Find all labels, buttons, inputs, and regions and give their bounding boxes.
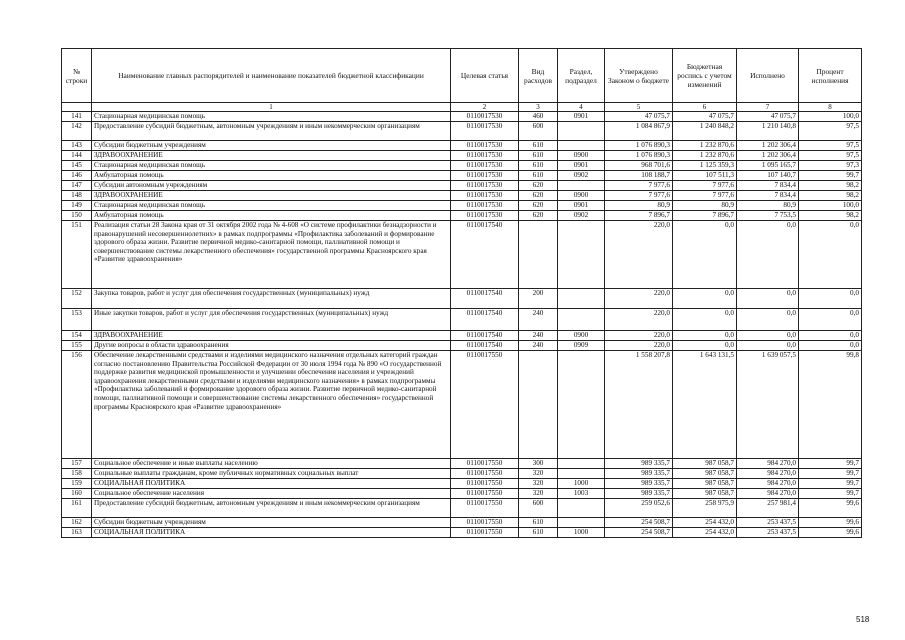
table-row — [62, 221, 862, 289]
row-executed: 7 753,5 — [737, 211, 799, 221]
row-revised: 7 896,7 — [673, 211, 737, 221]
row-number: 158 — [62, 469, 92, 479]
row-name: Предоставление субсидий бюджетным, автономным учреждениям и иным некоммерческим организациям — [92, 122, 451, 141]
row-executed: 1 095 165,7 — [737, 161, 799, 171]
row-revised: 1 232 870,6 — [673, 141, 737, 151]
row-name: Стационарная медицинская помощь — [92, 161, 451, 171]
table-row — [62, 489, 862, 499]
row-approved: 220,0 — [605, 331, 673, 341]
table-row — [62, 499, 862, 518]
row-number: 144 — [62, 151, 92, 161]
table-row — [62, 112, 862, 122]
row-approved: 220,0 — [605, 309, 673, 331]
row-target: 0110017540 — [451, 341, 519, 351]
row-percent: 99,6 — [799, 528, 862, 538]
table-row — [62, 122, 862, 141]
table-row — [62, 151, 862, 161]
row-revised: 254 432,0 — [673, 528, 737, 538]
row-approved: 7 896,7 — [605, 211, 673, 221]
header-percent: Процент исполнения — [799, 49, 862, 103]
row-name: СОЦИАЛЬНАЯ ПОЛИТИКА — [92, 528, 451, 538]
row-percent: 98,2 — [799, 191, 862, 201]
row-kind: 610 — [519, 141, 558, 151]
row-target: 0110017550 — [451, 528, 519, 538]
row-number: 153 — [62, 309, 92, 331]
row-section — [558, 309, 605, 331]
row-target: 0110017530 — [451, 161, 519, 171]
row-approved: 989 335,7 — [605, 459, 673, 469]
row-name: Социальное обеспечение и иные выплаты населению — [92, 459, 451, 469]
row-name: Обеспечение лекарственными средствами и изделиями медицинского назначения отдельных категорий граждан согласно постановлению Правительства Российской Федерации от 30 июля 1994 года № 890 «О государственной поддержке развития медицинской промышленности и улучшении обеспечения населения и учреждений здравоохранения лекарственными средствами и изделиями медицинского назначения» в рамках подпрограммы «Профилактика заболеваний и формирование здорового образа жизни. Развитие первичной медико-санитарной помощи, паллиативной помощи и совершенствование системы лекарственного обеспечения» государственной программы Красноярского края «Развитие здравоохранения» — [92, 351, 451, 459]
row-name: Закупка товаров, работ и услуг для обеспечения государственных (муниципальных) нужд — [92, 289, 451, 309]
row-executed: 984 270,0 — [737, 459, 799, 469]
row-percent: 0,0 — [799, 221, 862, 289]
row-name: Другие вопросы в области здравоохранения — [92, 341, 451, 351]
row-percent: 0,0 — [799, 309, 862, 331]
row-kind: 600 — [519, 499, 558, 518]
row-kind: 610 — [519, 171, 558, 181]
row-revised: 254 432,0 — [673, 518, 737, 528]
row-target: 0110017530 — [451, 122, 519, 141]
header-revised: Бюджетная роспись с учетом изменений — [673, 49, 737, 103]
row-kind: 600 — [519, 122, 558, 141]
row-section: 0901 — [558, 201, 605, 211]
row-target: 0110017550 — [451, 469, 519, 479]
table-row — [62, 161, 862, 171]
row-percent: 98,2 — [799, 211, 862, 221]
row-approved: 968 701,6 — [605, 161, 673, 171]
row-name: Предоставление субсидий бюджетным, автономным учреждениям и иным некоммерческим организациям — [92, 499, 451, 518]
row-number: 150 — [62, 211, 92, 221]
row-percent: 99,8 — [799, 351, 862, 459]
row-executed: 0,0 — [737, 289, 799, 309]
row-revised: 0,0 — [673, 309, 737, 331]
row-revised: 107 511,3 — [673, 171, 737, 181]
row-section: 0900 — [558, 331, 605, 341]
header-target: Целевая статья — [451, 49, 519, 103]
row-target: 0110017530 — [451, 112, 519, 122]
row-approved: 1 076 890,3 — [605, 151, 673, 161]
row-revised: 1 232 870,6 — [673, 151, 737, 161]
row-name: Стационарная медицинская помощь — [92, 112, 451, 122]
row-name: Социальные выплаты гражданам, кроме публичных нормативных социальных выплат — [92, 469, 451, 479]
header-name: Наименование главных распорядителей и наименование показателей бюджетной классификации — [92, 49, 451, 103]
row-name: Субсидии бюджетным учреждениям — [92, 141, 451, 151]
row-section — [558, 518, 605, 528]
row-approved: 47 075,7 — [605, 112, 673, 122]
row-kind: 460 — [519, 112, 558, 122]
row-number: 156 — [62, 351, 92, 459]
row-approved: 989 335,7 — [605, 469, 673, 479]
row-number: 159 — [62, 479, 92, 489]
column-numbers-row — [62, 103, 862, 112]
row-name: ЗДРАВООХРАНЕНИЕ — [92, 151, 451, 161]
row-approved: 989 335,7 — [605, 489, 673, 499]
row-kind: 320 — [519, 489, 558, 499]
row-approved: 220,0 — [605, 289, 673, 309]
row-name: Субсидии автономным учреждениям — [92, 181, 451, 191]
row-revised: 1 240 848,2 — [673, 122, 737, 141]
table-row — [62, 469, 862, 479]
row-executed: 0,0 — [737, 309, 799, 331]
col-num — [62, 103, 92, 112]
row-kind: 620 — [519, 201, 558, 211]
row-percent: 99,6 — [799, 499, 862, 518]
row-percent: 100,0 — [799, 112, 862, 122]
row-number: 152 — [62, 289, 92, 309]
table-row — [62, 141, 862, 151]
row-executed: 80,9 — [737, 201, 799, 211]
row-percent: 97,3 — [799, 161, 862, 171]
page-number: 518 — [856, 615, 870, 624]
row-section — [558, 499, 605, 518]
budget-table — [61, 48, 862, 538]
row-kind: 610 — [519, 161, 558, 171]
row-executed: 0,0 — [737, 221, 799, 289]
row-executed: 7 834,4 — [737, 191, 799, 201]
row-executed: 253 437,5 — [737, 518, 799, 528]
header-section: Раздел, подраздел — [558, 49, 605, 103]
row-number: 155 — [62, 341, 92, 351]
row-number: 162 — [62, 518, 92, 528]
row-kind: 240 — [519, 309, 558, 331]
row-percent: 97,5 — [799, 122, 862, 141]
header-approved: Утверждено Законом о бюджете — [605, 49, 673, 103]
row-percent: 99,7 — [799, 479, 862, 489]
row-section: 0902 — [558, 211, 605, 221]
row-percent: 0,0 — [799, 331, 862, 341]
row-percent: 99,6 — [799, 518, 862, 528]
row-section: 1000 — [558, 479, 605, 489]
row-number: 161 — [62, 499, 92, 518]
col-num: 5 — [605, 103, 673, 112]
row-section — [558, 351, 605, 459]
row-executed: 257 981,4 — [737, 499, 799, 518]
table-row — [62, 479, 862, 489]
row-revised: 47 075,7 — [673, 112, 737, 122]
row-target: 0110017550 — [451, 351, 519, 459]
row-target: 0110017530 — [451, 181, 519, 191]
row-number: 151 — [62, 221, 92, 289]
row-approved: 254 508,7 — [605, 528, 673, 538]
table-row — [62, 309, 862, 331]
row-target: 0110017530 — [451, 141, 519, 151]
row-approved: 108 188,7 — [605, 171, 673, 181]
row-executed: 984 270,0 — [737, 469, 799, 479]
row-executed: 47 075,7 — [737, 112, 799, 122]
row-section: 0902 — [558, 171, 605, 181]
row-kind: 300 — [519, 459, 558, 469]
row-kind: 200 — [519, 289, 558, 309]
row-revised: 7 977,6 — [673, 181, 737, 191]
row-executed: 1 210 140,8 — [737, 122, 799, 141]
col-num: 2 — [451, 103, 519, 112]
row-target: 0110017540 — [451, 309, 519, 331]
row-section — [558, 469, 605, 479]
row-section: 0909 — [558, 341, 605, 351]
row-revised: 987 058,7 — [673, 469, 737, 479]
row-revised: 0,0 — [673, 289, 737, 309]
row-number: 149 — [62, 201, 92, 211]
row-executed: 0,0 — [737, 341, 799, 351]
row-percent: 0,0 — [799, 289, 862, 309]
col-num: 7 — [737, 103, 799, 112]
row-revised: 0,0 — [673, 221, 737, 289]
row-name: ЗДРАВООХРАНЕНИЕ — [92, 191, 451, 201]
row-approved: 220,0 — [605, 341, 673, 351]
row-target: 0110017530 — [451, 191, 519, 201]
row-approved: 1 076 890,3 — [605, 141, 673, 151]
row-number: 163 — [62, 528, 92, 538]
row-name: Амбулаторная помощь — [92, 211, 451, 221]
row-revised: 987 058,7 — [673, 459, 737, 469]
row-section — [558, 122, 605, 141]
row-percent: 99,7 — [799, 469, 862, 479]
row-approved: 989 335,7 — [605, 479, 673, 489]
row-kind — [519, 221, 558, 289]
row-section — [558, 459, 605, 469]
row-revised: 258 975,9 — [673, 499, 737, 518]
row-target: 0110017540 — [451, 221, 519, 289]
row-number: 143 — [62, 141, 92, 151]
table-row — [62, 191, 862, 201]
row-target: 0110017550 — [451, 479, 519, 489]
table-row — [62, 181, 862, 191]
row-target: 0110017550 — [451, 489, 519, 499]
row-name: Амбулаторная помощь — [92, 171, 451, 181]
row-kind: 620 — [519, 181, 558, 191]
row-target: 0110017550 — [451, 459, 519, 469]
row-approved: 254 508,7 — [605, 518, 673, 528]
row-target: 0110017530 — [451, 211, 519, 221]
row-kind: 320 — [519, 479, 558, 489]
row-percent: 99,7 — [799, 459, 862, 469]
table-row — [62, 289, 862, 309]
row-executed: 1 202 306,4 — [737, 141, 799, 151]
row-number: 147 — [62, 181, 92, 191]
header-kind: Вид расходов — [519, 49, 558, 103]
row-number: 154 — [62, 331, 92, 341]
row-kind: 620 — [519, 191, 558, 201]
row-target: 0110017540 — [451, 289, 519, 309]
row-name: Реализация статьи 28 Закона края от 31 октября 2002 года № 4-608 «О системе профилактики безнадзорности и правонарушений несовершеннолетних» в рамках подпрограммы «Профилактика заболеваний и формирование здорового образа жизни. Развитие первичной медико-санитарной помощи, паллиативной помощи и совершенствование системы лекарственного обеспечения» государственной программы Красноярского края «Развитие здравоохранения» — [92, 221, 451, 289]
row-name: Субсидии бюджетным учреждениям — [92, 518, 451, 528]
row-target: 0110017530 — [451, 151, 519, 161]
row-kind: 240 — [519, 331, 558, 341]
row-section: 0900 — [558, 151, 605, 161]
col-num: 6 — [673, 103, 737, 112]
row-executed: 984 270,0 — [737, 489, 799, 499]
row-approved: 7 977,6 — [605, 181, 673, 191]
row-target: 0110017530 — [451, 171, 519, 181]
row-section: 0901 — [558, 112, 605, 122]
row-target: 0110017540 — [451, 331, 519, 341]
row-executed: 107 140,7 — [737, 171, 799, 181]
row-section — [558, 181, 605, 191]
row-section: 0901 — [558, 161, 605, 171]
table-row — [62, 341, 862, 351]
row-approved: 1 084 867,9 — [605, 122, 673, 141]
row-number: 160 — [62, 489, 92, 499]
row-revised: 1 125 359,3 — [673, 161, 737, 171]
row-name: ЗДРАВООХРАНЕНИЕ — [92, 331, 451, 341]
col-num: 1 — [92, 103, 451, 112]
table-row — [62, 201, 862, 211]
row-kind: 320 — [519, 469, 558, 479]
row-kind: 610 — [519, 518, 558, 528]
row-number: 141 — [62, 112, 92, 122]
row-executed: 1 202 306,4 — [737, 151, 799, 161]
row-name: Стационарная медицинская помощь — [92, 201, 451, 211]
row-percent: 99,7 — [799, 489, 862, 499]
table-row — [62, 528, 862, 538]
header-row-no: № строки — [62, 49, 92, 103]
row-approved: 7 977,6 — [605, 191, 673, 201]
row-kind: 610 — [519, 528, 558, 538]
row-number: 142 — [62, 122, 92, 141]
col-num: 8 — [799, 103, 862, 112]
row-number: 145 — [62, 161, 92, 171]
row-revised: 1 643 131,5 — [673, 351, 737, 459]
row-executed: 984 270,0 — [737, 479, 799, 489]
row-revised: 0,0 — [673, 341, 737, 351]
row-name: Социальное обеспечение населения — [92, 489, 451, 499]
row-percent: 100,0 — [799, 201, 862, 211]
row-percent: 99,7 — [799, 171, 862, 181]
row-revised: 0,0 — [673, 331, 737, 341]
row-percent: 98,2 — [799, 181, 862, 191]
row-kind: 610 — [519, 151, 558, 161]
header-row — [62, 49, 862, 103]
row-number: 157 — [62, 459, 92, 469]
row-approved: 220,0 — [605, 221, 673, 289]
row-section: 1003 — [558, 489, 605, 499]
row-section: 1000 — [558, 528, 605, 538]
row-target: 0110017530 — [451, 201, 519, 211]
row-target: 0110017550 — [451, 499, 519, 518]
row-section — [558, 221, 605, 289]
row-kind — [519, 351, 558, 459]
row-approved: 80,9 — [605, 201, 673, 211]
row-revised: 987 058,7 — [673, 479, 737, 489]
row-revised: 7 977,6 — [673, 191, 737, 201]
table-row — [62, 211, 862, 221]
row-section: 0900 — [558, 191, 605, 201]
row-kind: 240 — [519, 341, 558, 351]
row-revised: 80,9 — [673, 201, 737, 211]
table-row — [62, 331, 862, 341]
row-number: 148 — [62, 191, 92, 201]
row-executed: 1 639 057,5 — [737, 351, 799, 459]
col-num: 4 — [558, 103, 605, 112]
row-revised: 987 058,7 — [673, 489, 737, 499]
row-percent: 97,5 — [799, 141, 862, 151]
header-executed: Исполнено — [737, 49, 799, 103]
row-name: СОЦИАЛЬНАЯ ПОЛИТИКА — [92, 479, 451, 489]
row-executed: 0,0 — [737, 331, 799, 341]
table-row — [62, 459, 862, 469]
table-row — [62, 518, 862, 528]
row-target: 0110017550 — [451, 518, 519, 528]
row-executed: 253 437,5 — [737, 528, 799, 538]
row-percent: 97,5 — [799, 151, 862, 161]
row-section — [558, 141, 605, 151]
row-executed: 7 834,4 — [737, 181, 799, 191]
row-number: 146 — [62, 171, 92, 181]
table-row — [62, 351, 862, 459]
row-approved: 1 558 207,8 — [605, 351, 673, 459]
row-percent: 0,0 — [799, 341, 862, 351]
row-approved: 259 052,6 — [605, 499, 673, 518]
table-row — [62, 171, 862, 181]
row-kind: 620 — [519, 211, 558, 221]
col-num: 3 — [519, 103, 558, 112]
row-section — [558, 289, 605, 309]
row-name: Иные закупки товаров, работ и услуг для обеспечения государственных (муниципальных) нужд — [92, 309, 451, 331]
